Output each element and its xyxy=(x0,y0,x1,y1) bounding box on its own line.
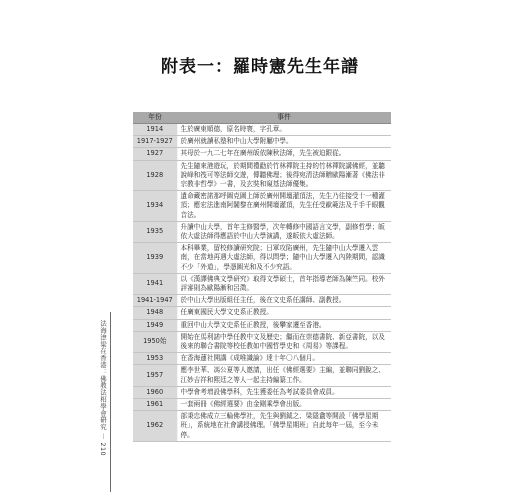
event-cell: 任廣東國民大學文史系正教授。 xyxy=(177,307,391,319)
year-cell: 1914 xyxy=(133,124,177,136)
table-row xyxy=(133,386,391,398)
side-caption: 法海津梁在香港：佛教法相學會研究 xyxy=(99,320,107,431)
running-footer xyxy=(99,320,107,456)
event-cell: 本科畢業，留校修讀研究院；日軍攻陷廣州，先生隨中山大學遷入雲南，在當地再遇大虛法師，得以問學；隨中山大學遷入內陸期間，認識不少「外道」，學憑圖光和及不少究語。 xyxy=(177,243,391,274)
event-cell: 生於廣東順德，原名時寰，字孔章。 xyxy=(177,124,391,136)
column-header-event: 事件 xyxy=(177,112,391,124)
year-cell: 1935 xyxy=(133,221,177,242)
table-row xyxy=(133,136,391,148)
table-row xyxy=(133,243,391,274)
table-row xyxy=(133,307,391,319)
year-cell: 1957 xyxy=(133,365,177,386)
event-cell: 一套兩冊《佛經選要》由金剛乘學會出版。 xyxy=(177,399,391,411)
table-row xyxy=(133,399,391,411)
table-row xyxy=(133,353,391,365)
event-cell: 重回中山大學文史系任正教授，後攀家遷至香港。 xyxy=(177,319,391,331)
page-title: 附表一：羅時憲先生年譜 xyxy=(161,57,359,77)
year-cell: 1960 xyxy=(133,386,177,398)
year-cell: 1917-1927 xyxy=(133,136,177,148)
table-row xyxy=(133,331,391,352)
table-row xyxy=(133,221,391,242)
table-row xyxy=(133,295,391,307)
year-cell: 1950始 xyxy=(133,331,177,352)
year-cell: 1928 xyxy=(133,160,177,191)
year-cell: 1961 xyxy=(133,399,177,411)
table-row xyxy=(133,124,391,136)
event-cell: 於中山大學出版組任主任，後在文史系任講師、副教授。 xyxy=(177,295,391,307)
caption-separator: ︱ xyxy=(99,432,107,440)
event-cell: 部秉忠佛成立三輪佛學社，先生與劉鉞之、梁隱盦等開設「佛學星期班」，系統地在社會講授佛理。「佛學星期班」自此每年一屆，至今未停。 xyxy=(177,411,391,442)
table-row xyxy=(133,319,391,331)
event-cell: 應李世華、馮公夏等人邀請，出任《佛經選要》主編，並聯同劉銳之、江妙吉祥和熙廷之等人一起主持編纂工作。 xyxy=(177,365,391,386)
event-cell: 以《漢譯佛典文學研究》取得文學碩士，首年指導老師為陳竺同。校外評審則為歐陽漸和呂澂。 xyxy=(177,273,391,294)
event-cell: 於廣州就讀私塾和中山大學附屬中學。 xyxy=(177,136,391,148)
table-row xyxy=(133,148,391,160)
page-number: 210 xyxy=(99,442,107,457)
year-cell: 1949 xyxy=(133,319,177,331)
year-cell: 1941 xyxy=(133,273,177,294)
event-cell: 開始在馬利諾中學任教中文及歷史；繼而在崇德書院、新亞書院，以及後來的聯合書院等校任教如中國哲學史和《周易》等課程。 xyxy=(177,331,391,352)
year-cell: 1948 xyxy=(133,307,177,319)
event-cell: 升讀中山大學，首年主修醫學，次年轉修中國語言文學，副修哲學；皈依大虛法師得應語於中山大學演講，遂皈依大虛法師。 xyxy=(177,221,391,242)
table-row xyxy=(133,191,391,222)
year-cell: 1962 xyxy=(133,411,177,442)
year-cell: 1953 xyxy=(133,353,177,365)
year-cell: 1934 xyxy=(133,191,177,222)
year-cell: 1941-1947 xyxy=(133,295,177,307)
year-cell: 1927 xyxy=(133,148,177,160)
table-header-row xyxy=(133,112,391,124)
year-cell: 1939 xyxy=(133,243,177,274)
table-row xyxy=(133,160,391,191)
event-cell: 先生隨來港遊玩，於期間禮勸於竹林禪院主持的竹林禪院講佛經，並聽說峰和筏可等法師交遊，傳聽佛理；後得宛清法師贈歐陽漸著《佛法非宗教非哲學》一書，及玄奘和窺基法師優集。 xyxy=(177,160,391,191)
event-cell: 中學會考增設佛學科，先生獲委任為考試委員會成員。 xyxy=(177,386,391,398)
column-header-year: 年份 xyxy=(133,112,177,124)
table-body xyxy=(133,124,391,442)
table-row xyxy=(133,273,391,294)
table-row xyxy=(133,411,391,442)
event-cell: 其母於一九二七年在廣州皈依陳秋法師，先生被迫跟從。 xyxy=(177,148,391,160)
table-row xyxy=(133,365,391,386)
chronology-table xyxy=(133,112,391,442)
margin-rule xyxy=(110,312,111,492)
event-cell: 在香海蓮社開講《成唯識論》達十年〇八個月。 xyxy=(177,353,391,365)
event-cell: 遺命藏密諾那呼圖克圖上師於廣州開壇灌頂法，先生乃往接受十一種灌頂；應宏法進南阿闍黎在廣州開壇灌頂，先生任受歐範法及千手千眼觀音法。 xyxy=(177,191,391,222)
